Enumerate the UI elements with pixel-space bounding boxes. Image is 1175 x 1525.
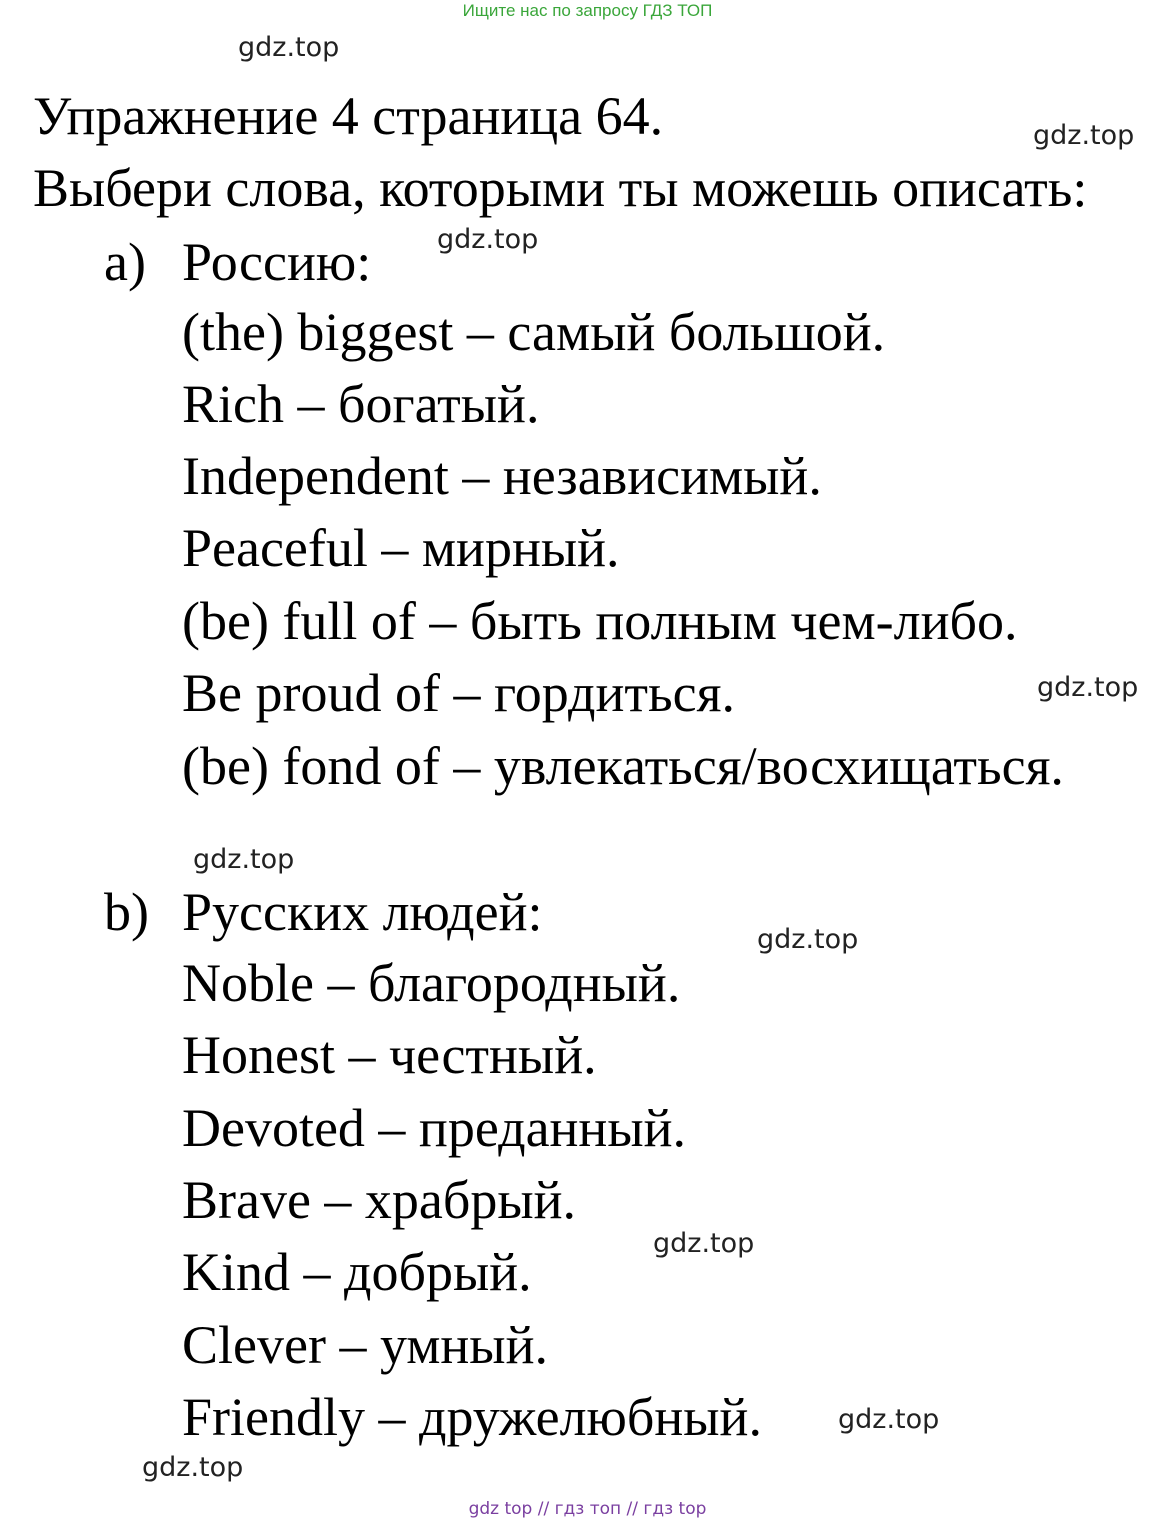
instruction: Выбери слова, которыми ты можешь описать: bbox=[33, 158, 1088, 218]
section-b-entry: Clever – умный. bbox=[182, 1315, 548, 1375]
section-a-entry: Be proud of – гордиться. bbox=[182, 663, 735, 723]
watermark: gdz.top bbox=[757, 924, 859, 955]
section-a-label: a) bbox=[104, 232, 146, 292]
section-b-entry: Devoted – преданный. bbox=[182, 1098, 687, 1158]
section-b-heading: Русских людей: bbox=[182, 882, 543, 942]
section-b-entry: Brave – храбрый. bbox=[182, 1170, 577, 1230]
section-b-entry: Kind – добрый. bbox=[182, 1242, 532, 1302]
section-a-heading: Россию: bbox=[182, 232, 372, 292]
watermark: gdz.top bbox=[142, 1452, 244, 1483]
watermark: gdz.top bbox=[437, 224, 539, 255]
watermark: gdz.top bbox=[193, 844, 295, 875]
section-a-entry: (be) fond of – увлекаться/восхищаться. bbox=[182, 736, 1064, 796]
section-b-label: b) bbox=[104, 882, 149, 942]
section-b-entry: Noble – благородный. bbox=[182, 953, 681, 1013]
footer-watermark: gdz top // гдз топ // гдз top bbox=[468, 1499, 707, 1519]
section-a-entry: (be) full of – быть полным чем-либо. bbox=[182, 591, 1018, 651]
section-a-entry: Independent – независимый. bbox=[182, 446, 822, 506]
watermark: gdz.top bbox=[1033, 120, 1135, 151]
section-a-entry: Peaceful – мирный. bbox=[182, 518, 620, 578]
watermark: gdz.top bbox=[238, 32, 340, 63]
section-b-entry: Friendly – дружелюбный. bbox=[182, 1387, 762, 1447]
exercise-title: Упражнение 4 страница 64. bbox=[33, 86, 664, 146]
watermark: gdz.top bbox=[838, 1404, 940, 1435]
section-b-entry: Honest – честный. bbox=[182, 1025, 597, 1085]
watermark: gdz.top bbox=[653, 1228, 755, 1259]
section-a-entry: Rich – богатый. bbox=[182, 374, 540, 434]
section-a-entry: (the) biggest – самый большой. bbox=[182, 302, 886, 362]
watermark: gdz.top bbox=[1037, 672, 1139, 703]
top-banner: Ищите нас по запросу ГДЗ ТОП bbox=[462, 1, 713, 20]
